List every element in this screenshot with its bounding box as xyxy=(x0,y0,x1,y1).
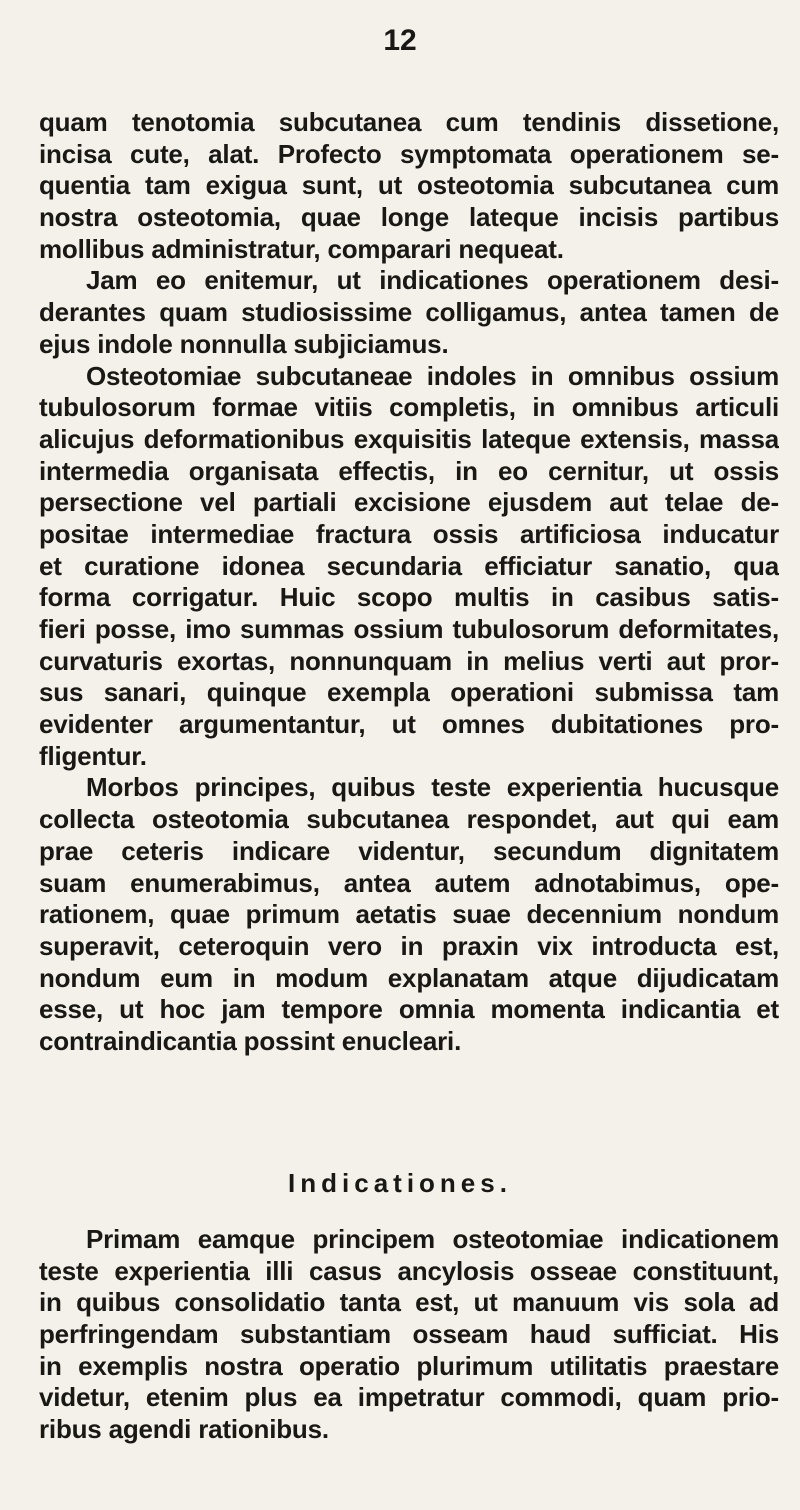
text-line: ejus indole nonnulla subjiciamus. xyxy=(39,328,449,359)
text-line: quam tenotomia subcutanea cum tendinis dissetione, xyxy=(39,107,779,137)
text-line: videtur, etenim plus ea impetratur commodi, quam prio- xyxy=(39,1382,779,1413)
text-line: incisa cute, alat. Profecto symptomata operationem se- xyxy=(39,138,779,169)
page-number: 12 xyxy=(383,24,417,57)
section-heading: Indicationes. xyxy=(288,1168,512,1198)
text-line: mollibus administratur, comparari nequeat. xyxy=(39,233,564,264)
text-line: fligentur. xyxy=(39,740,147,771)
text-line: forma corrigatur. Huic scopo multis in casibus satis- xyxy=(39,582,779,613)
text-line: tubulosorum formae vitiis completis, in omnibus articuli xyxy=(39,392,779,423)
text-line: evidenter argumentantur, ut omnes dubitationes pro- xyxy=(39,709,779,740)
text-line: perfringendam substantiam osseam haud sufficiat. His xyxy=(39,1319,779,1350)
text-line: alicujus deformationibus exquisitis lateque extensis, massa xyxy=(39,423,779,454)
text-line: contraindicantia possint enucleari. xyxy=(39,1025,462,1056)
text-line: in quibus consolidatio tanta est, ut manuum vis sola ad xyxy=(39,1287,779,1318)
text-line: rationem, quae primum aetatis suae decennium nondum xyxy=(39,899,779,930)
text-line: quentia tam exigua sunt, ut osteotomia subcutanea cum xyxy=(39,170,779,201)
text-line: fieri posse, imo summas ossium tubulosorum deformitates, xyxy=(39,614,779,644)
text-line: sus sanari, quinque exempla operationi submissa tam xyxy=(39,677,779,708)
text-line: intermedia organisata effectis, in eo cernitur, ut ossis xyxy=(39,455,779,486)
text-line: Osteotomiae subcutaneae indoles in omnibus ossium xyxy=(86,360,779,391)
text-line: Morbos principes, quibus teste experientia hucusque xyxy=(86,772,779,803)
body-text-block xyxy=(39,107,779,1058)
text-line: teste experientia illi casus ancylosis osseae constituunt, xyxy=(39,1255,779,1286)
text-line: positae intermediae fractura ossis artificiosa inducatur xyxy=(39,518,779,549)
text-line: Jam eo enitemur, ut indicationes operationem desi- xyxy=(86,265,779,296)
text-line: derantes quam studiosissime colligamus, antea tamen de xyxy=(39,297,779,328)
text-line: curvaturis exortas, nonnunquam in melius verti aut pror- xyxy=(39,645,779,676)
text-line: collecta osteotomia subcutanea respondet, aut qui eam xyxy=(39,804,779,835)
text-line: prae ceteris indicare videntur, secundum dignitatem xyxy=(39,835,779,866)
text-line: esse, ut hoc jam tempore omnia momenta indicantia et xyxy=(39,994,779,1025)
text-line: suam enumerabimus, antea autem adnotabimus, ope- xyxy=(39,867,779,898)
text-line: nondum eum in modum explanatam atque dijudicatam xyxy=(39,962,779,993)
body-text-block xyxy=(39,1224,779,1446)
text-line: in exemplis nostra operatio plurimum utilitatis praestare xyxy=(39,1350,779,1381)
text-line: persectione vel partiali excisione ejusdem aut telae de- xyxy=(39,487,779,518)
text-line: ribus agendi rationibus. xyxy=(39,1414,329,1445)
text-line: superavit, ceteroquin vero in praxin vix introducta est, xyxy=(39,930,779,961)
text-line: et curatione idonea secundaria efficiatur sanatio, qua xyxy=(39,550,779,581)
text-line: Primam eamque principem osteotomiae indicationem xyxy=(86,1224,779,1254)
text-line: nostra osteotomia, quae longe lateque incisis partibus xyxy=(39,202,779,233)
